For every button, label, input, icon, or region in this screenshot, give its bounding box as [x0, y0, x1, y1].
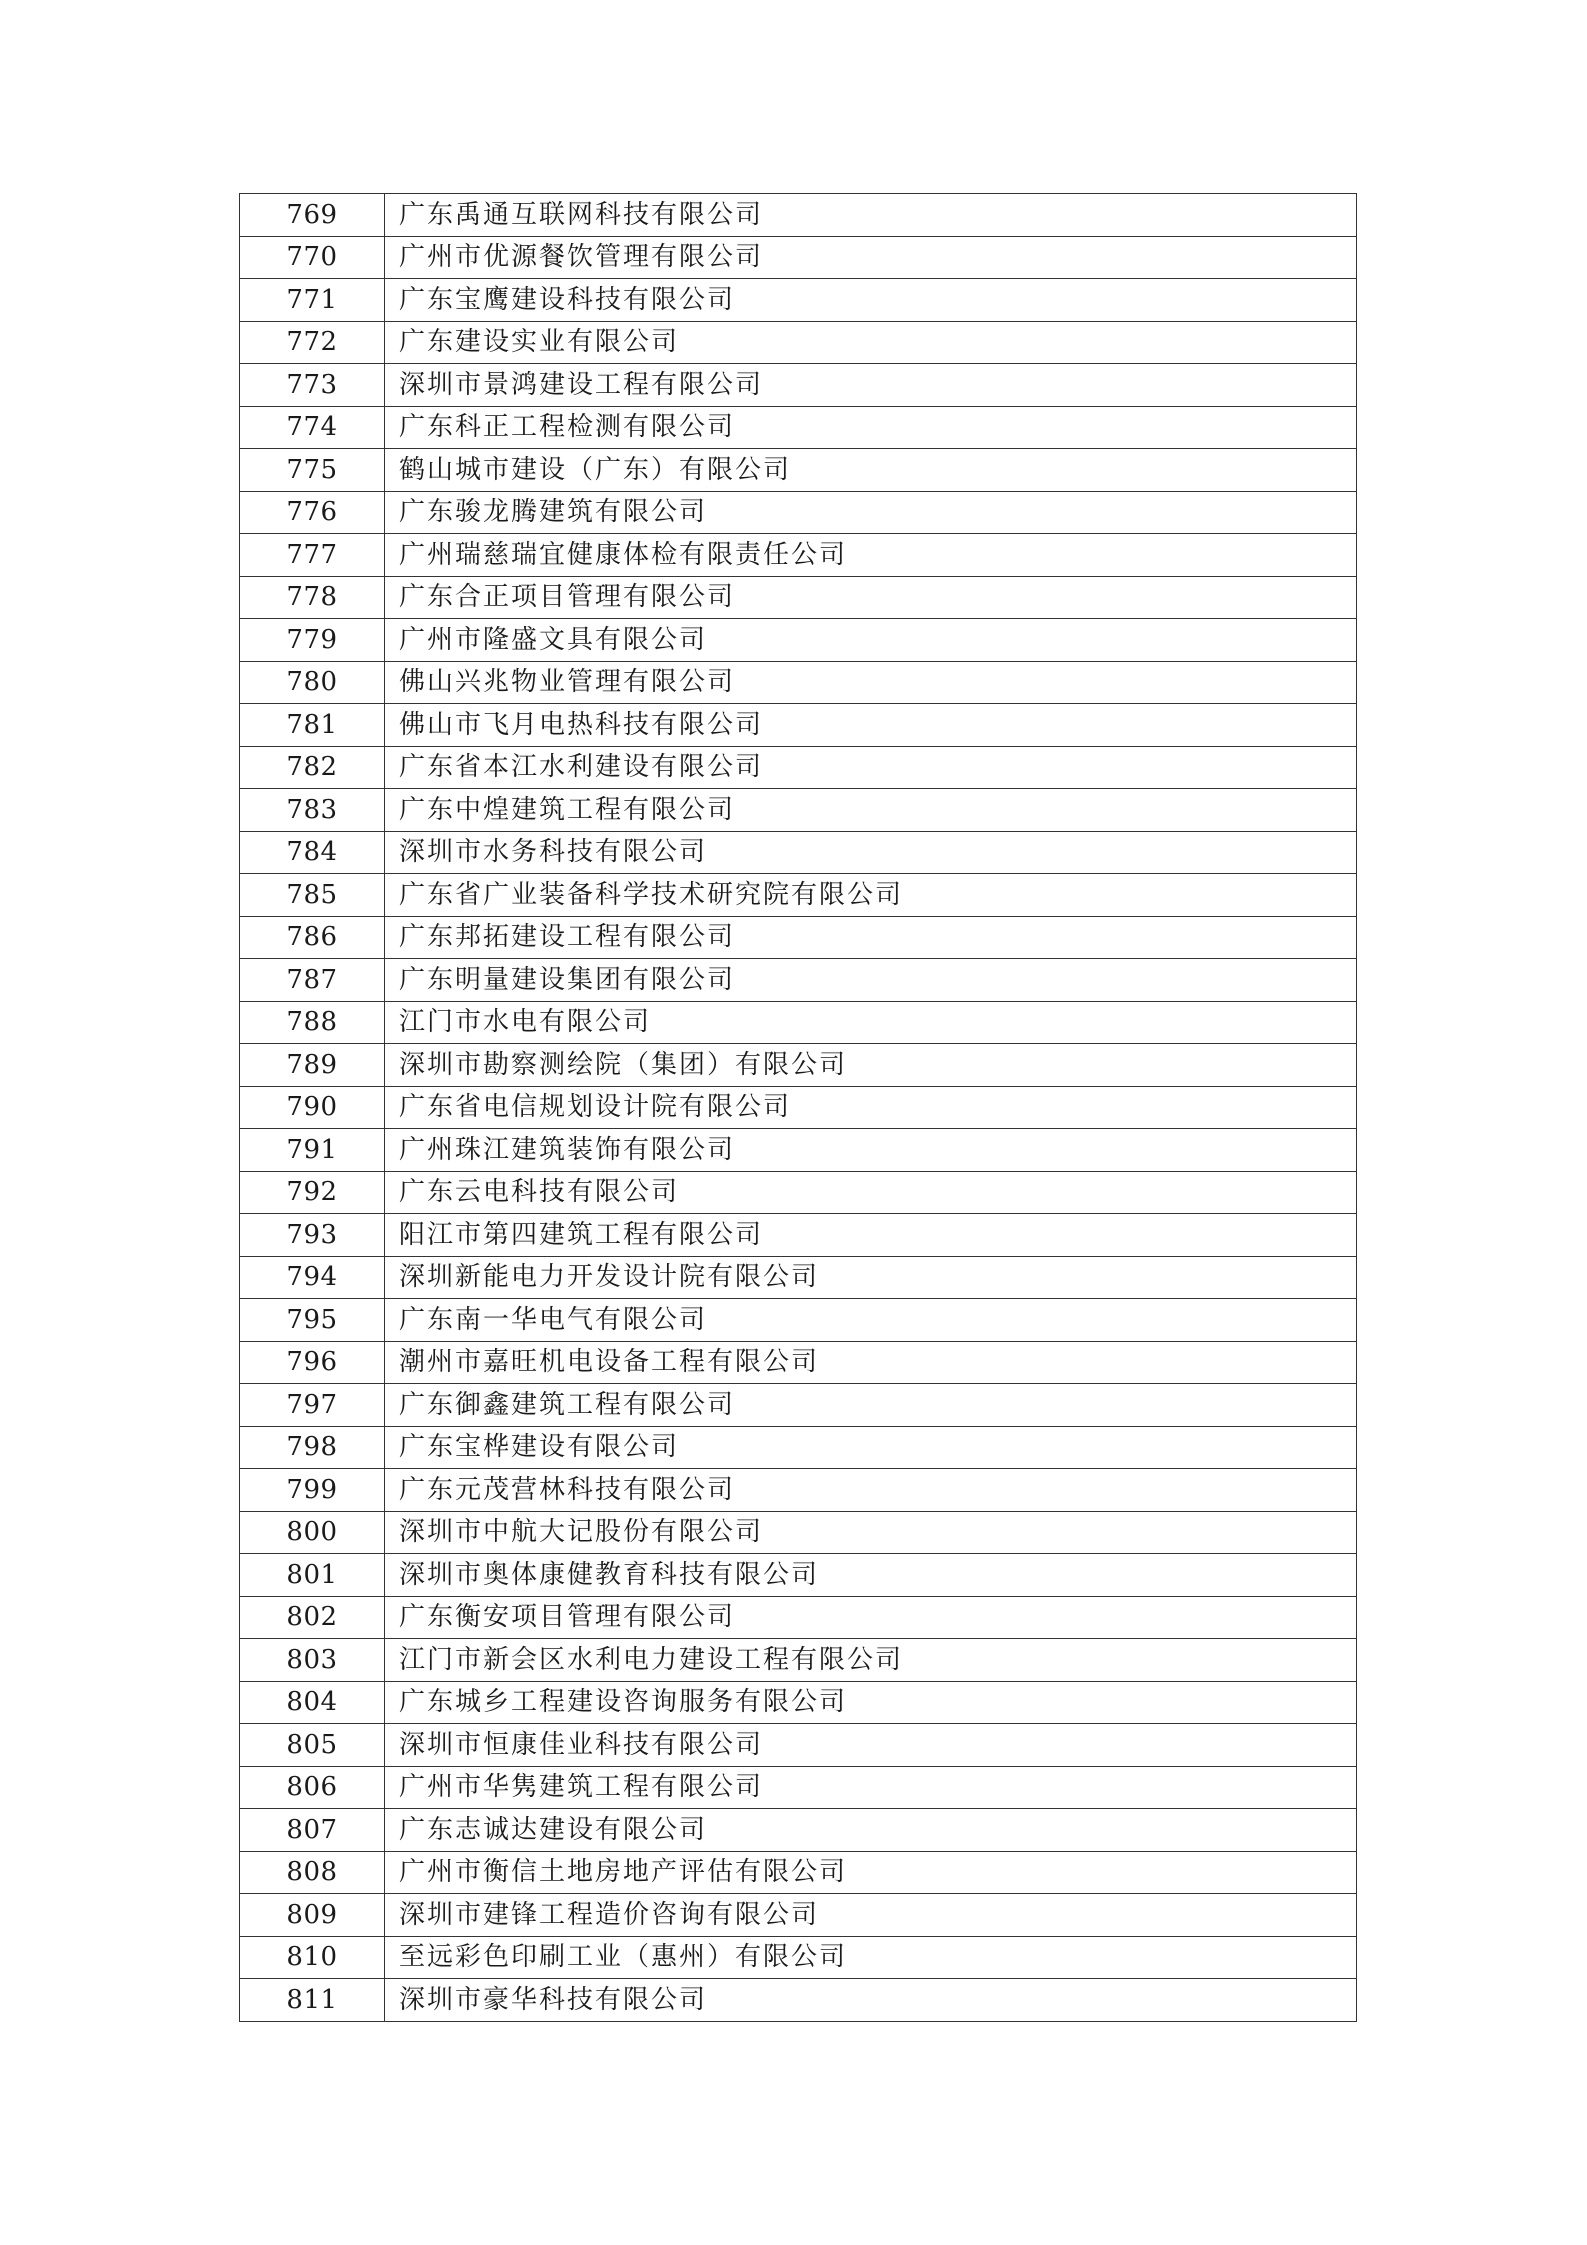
company-name: 深圳市豪华科技有限公司	[385, 1979, 1357, 2022]
row-number: 775	[240, 449, 385, 492]
table-row	[240, 406, 1357, 449]
table-row	[240, 619, 1357, 662]
row-number: 791	[240, 1129, 385, 1172]
row-number: 776	[240, 491, 385, 534]
company-name: 广东志诚达建设有限公司	[385, 1809, 1357, 1852]
row-number: 771	[240, 279, 385, 322]
row-number: 770	[240, 236, 385, 279]
table-row	[240, 1426, 1357, 1469]
row-number: 789	[240, 1044, 385, 1087]
row-number: 790	[240, 1086, 385, 1129]
company-name: 广东宝鹰建设科技有限公司	[385, 279, 1357, 322]
table-row	[240, 1894, 1357, 1937]
table-row	[240, 704, 1357, 747]
row-number: 801	[240, 1554, 385, 1597]
company-name: 阳江市第四建筑工程有限公司	[385, 1214, 1357, 1257]
table-row	[240, 1979, 1357, 2022]
company-name: 江门市新会区水利电力建设工程有限公司	[385, 1639, 1357, 1682]
row-number: 774	[240, 406, 385, 449]
table-row	[240, 1936, 1357, 1979]
table-row	[240, 746, 1357, 789]
table-row	[240, 661, 1357, 704]
table-row	[240, 1299, 1357, 1342]
table-row	[240, 491, 1357, 534]
table-row	[240, 364, 1357, 407]
company-name: 深圳市恒康佳业科技有限公司	[385, 1724, 1357, 1767]
company-name: 广东云电科技有限公司	[385, 1171, 1357, 1214]
row-number: 793	[240, 1214, 385, 1257]
table-row	[240, 576, 1357, 619]
table-row	[240, 1214, 1357, 1257]
row-number: 778	[240, 576, 385, 619]
company-name: 广东中煌建筑工程有限公司	[385, 789, 1357, 832]
table-row	[240, 1851, 1357, 1894]
row-number: 799	[240, 1469, 385, 1512]
table-row	[240, 789, 1357, 832]
company-name: 广东省电信规划设计院有限公司	[385, 1086, 1357, 1129]
row-number: 811	[240, 1979, 385, 2022]
company-name: 广东宝桦建设有限公司	[385, 1426, 1357, 1469]
table-row	[240, 1384, 1357, 1427]
company-name: 佛山兴兆物业管理有限公司	[385, 661, 1357, 704]
table-row	[240, 1596, 1357, 1639]
row-number: 806	[240, 1766, 385, 1809]
row-number: 773	[240, 364, 385, 407]
table-row	[240, 321, 1357, 364]
company-name: 广州市隆盛文具有限公司	[385, 619, 1357, 662]
row-number: 777	[240, 534, 385, 577]
company-name: 广东元茂营林科技有限公司	[385, 1469, 1357, 1512]
table-row	[240, 1724, 1357, 1767]
company-name: 广东禹通互联网科技有限公司	[385, 194, 1357, 237]
company-name: 广东骏龙腾建筑有限公司	[385, 491, 1357, 534]
row-number: 807	[240, 1809, 385, 1852]
company-name: 广东邦拓建设工程有限公司	[385, 916, 1357, 959]
table-row	[240, 831, 1357, 874]
table-row	[240, 449, 1357, 492]
table-row	[240, 236, 1357, 279]
company-name: 江门市水电有限公司	[385, 1001, 1357, 1044]
table-row	[240, 874, 1357, 917]
row-number: 780	[240, 661, 385, 704]
company-name: 深圳市中航大记股份有限公司	[385, 1511, 1357, 1554]
company-name: 深圳市景鸿建设工程有限公司	[385, 364, 1357, 407]
table-row	[240, 1766, 1357, 1809]
row-number: 785	[240, 874, 385, 917]
row-number: 802	[240, 1596, 385, 1639]
table-row	[240, 1341, 1357, 1384]
company-name: 广州珠江建筑装饰有限公司	[385, 1129, 1357, 1172]
table-row	[240, 1001, 1357, 1044]
company-name: 广东省广业装备科学技术研究院有限公司	[385, 874, 1357, 917]
row-number: 782	[240, 746, 385, 789]
row-number: 792	[240, 1171, 385, 1214]
table-row	[240, 194, 1357, 237]
company-name: 广州市优源餐饮管理有限公司	[385, 236, 1357, 279]
table-row	[240, 279, 1357, 322]
company-name: 广东合正项目管理有限公司	[385, 576, 1357, 619]
company-name: 潮州市嘉旺机电设备工程有限公司	[385, 1341, 1357, 1384]
company-name: 深圳市建锋工程造价咨询有限公司	[385, 1894, 1357, 1937]
row-number: 805	[240, 1724, 385, 1767]
table-row	[240, 1129, 1357, 1172]
row-number: 804	[240, 1681, 385, 1724]
company-name: 广州市华隽建筑工程有限公司	[385, 1766, 1357, 1809]
company-list-body	[240, 194, 1357, 2022]
table-row	[240, 1044, 1357, 1087]
company-name: 广东衡安项目管理有限公司	[385, 1596, 1357, 1639]
row-number: 809	[240, 1894, 385, 1937]
row-number: 794	[240, 1256, 385, 1299]
row-number: 781	[240, 704, 385, 747]
company-name: 广东省本江水利建设有限公司	[385, 746, 1357, 789]
table-row	[240, 1256, 1357, 1299]
row-number: 779	[240, 619, 385, 662]
company-name: 广东城乡工程建设咨询服务有限公司	[385, 1681, 1357, 1724]
company-name: 广东御鑫建筑工程有限公司	[385, 1384, 1357, 1427]
table-row	[240, 1086, 1357, 1129]
row-number: 803	[240, 1639, 385, 1682]
company-name: 广东明量建设集团有限公司	[385, 959, 1357, 1002]
row-number: 786	[240, 916, 385, 959]
table-row	[240, 534, 1357, 577]
table-row	[240, 1554, 1357, 1597]
company-name: 广东科正工程检测有限公司	[385, 406, 1357, 449]
row-number: 800	[240, 1511, 385, 1554]
table-row	[240, 959, 1357, 1002]
row-number: 810	[240, 1936, 385, 1979]
table-row	[240, 1681, 1357, 1724]
row-number: 787	[240, 959, 385, 1002]
company-name: 深圳市水务科技有限公司	[385, 831, 1357, 874]
company-name: 至远彩色印刷工业（惠州）有限公司	[385, 1936, 1357, 1979]
row-number: 788	[240, 1001, 385, 1044]
table-row	[240, 916, 1357, 959]
company-name: 广州瑞慈瑞宜健康体检有限责任公司	[385, 534, 1357, 577]
table-row	[240, 1171, 1357, 1214]
company-name: 广东建设实业有限公司	[385, 321, 1357, 364]
row-number: 797	[240, 1384, 385, 1427]
company-name: 广东南一华电气有限公司	[385, 1299, 1357, 1342]
row-number: 796	[240, 1341, 385, 1384]
row-number: 808	[240, 1851, 385, 1894]
table-row	[240, 1511, 1357, 1554]
company-name: 深圳新能电力开发设计院有限公司	[385, 1256, 1357, 1299]
row-number: 798	[240, 1426, 385, 1469]
table-row	[240, 1809, 1357, 1852]
row-number: 795	[240, 1299, 385, 1342]
row-number: 769	[240, 194, 385, 237]
company-list-table	[239, 193, 1357, 2022]
row-number: 784	[240, 831, 385, 874]
company-name: 深圳市奥体康健教育科技有限公司	[385, 1554, 1357, 1597]
company-name: 佛山市飞月电热科技有限公司	[385, 704, 1357, 747]
table-row	[240, 1469, 1357, 1512]
row-number: 772	[240, 321, 385, 364]
table-row	[240, 1639, 1357, 1682]
row-number: 783	[240, 789, 385, 832]
company-name: 广州市衡信土地房地产评估有限公司	[385, 1851, 1357, 1894]
company-name: 深圳市勘察测绘院（集团）有限公司	[385, 1044, 1357, 1087]
company-name: 鹤山城市建设（广东）有限公司	[385, 449, 1357, 492]
